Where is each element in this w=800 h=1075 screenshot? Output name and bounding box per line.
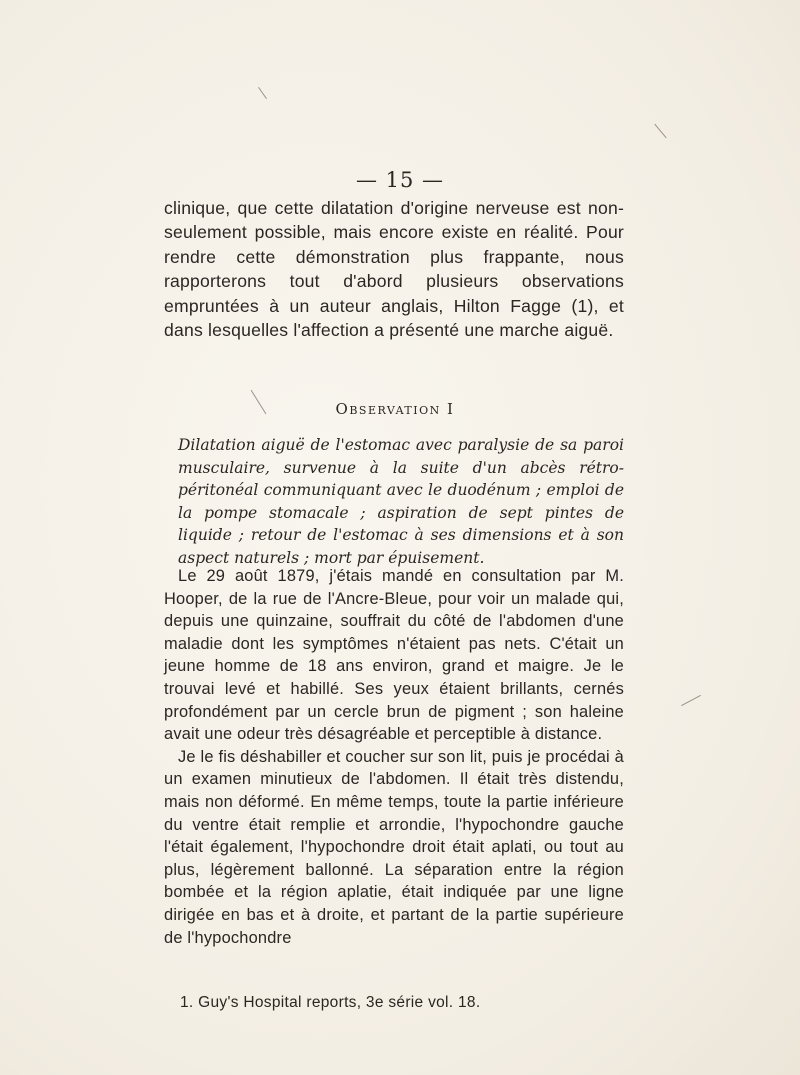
observation-summary: Dilatation aiguë de l'estomac avec paralysie de sa paroi musculaire, survenue à la suite d'un abcès rétro-péritonéal communiquant avec le duodénum ; emploi de la pompe stomacale ; aspiration de sept pintes de liquide ; retour de l'estomac à ses dimensions et à son aspect naturels ; mort par épuisement. <box>178 436 624 567</box>
page-number: — 15 — <box>355 168 445 192</box>
paper-blemish <box>681 695 701 706</box>
footnote: 1. Guy's Hospital reports, 3e série vol. 18. <box>180 994 481 1011</box>
intro-text: clinique, que cette dilatation d'origine nerveuse est non-seulement possible, mais encore existe en réalité. Pour rendre cette démonstration plus frappante, nous rapporterons tout d'abord plusieurs observations empruntées à un auteur anglais, Hilton Fagge (1), et dans lesquelles l'affection a présenté une marche aiguë. <box>164 198 624 341</box>
observation-body <box>164 565 624 949</box>
paper-blemish <box>654 124 666 138</box>
paragraph-2: Je le fis déshabiller et coucher sur son lit, puis je procédai à un examen minutieux de l'abdomen. Il était très distendu, mais non déformé. En même temps, toute la partie inférieure du ventre était remplie et arrondie, l'hypochondre gauche l'était également, l'hypochondre droit était aplati, ou tout au plus, légèrement ballonné. La séparation entre la région bombée et la région aplatie, était indiquée par une ligne dirigée en bas et à droite, et partant de la partie supérieure de l'hypochondre <box>164 747 624 947</box>
paragraph-1: Le 29 août 1879, j'étais mandé en consultation par M. Hooper, de la rue de l'Ancre-Bleue, pour voir un malade qui, depuis une quinzaine, souffrait du côté de l'abdomen d'une maladie dont les symptômes n'étaient pas nets. C'était un jeune homme de 18 ans environ, grand et maigre. Je le trouvai levé et habillé. Ses yeux étaient brillants, cernés profondément par un cercle brun de pigment ; son haleine avait une odeur très désagréable et perceptible à distance. <box>164 567 624 744</box>
paper-blemish <box>258 87 267 99</box>
intro-paragraph <box>164 196 624 342</box>
observation-title: Observation I <box>335 400 455 418</box>
